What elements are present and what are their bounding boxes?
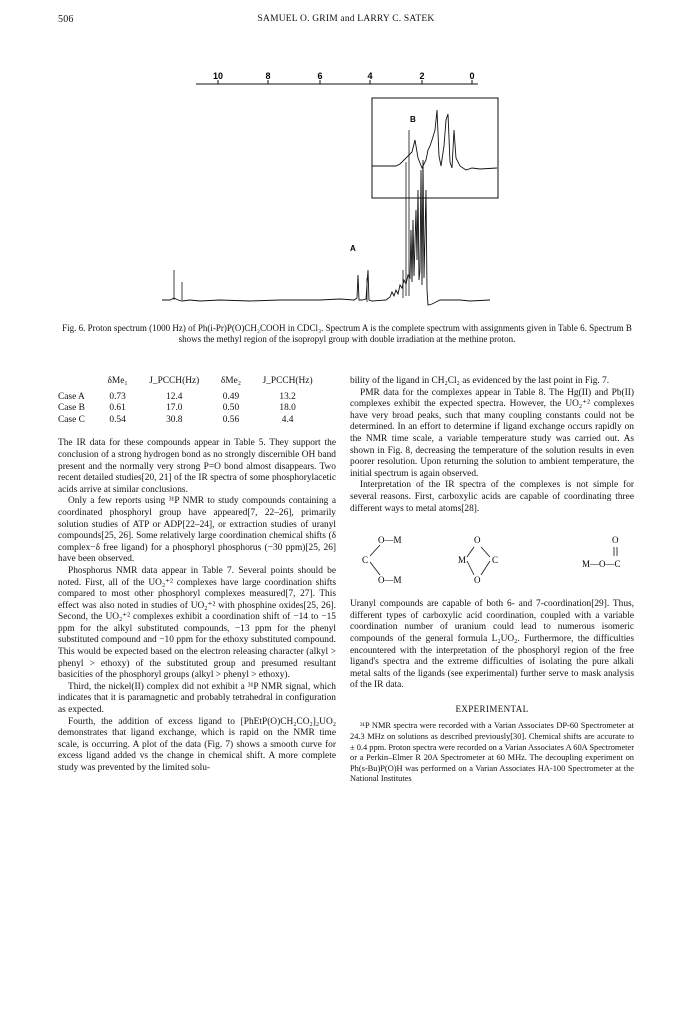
structure-label: C [362,555,369,566]
table-row [58,403,328,415]
structure-label: C [492,555,499,566]
table-cell: Case B [58,403,85,414]
table-cell: 13.2 [279,391,296,402]
table-cell: 18.0 [279,403,296,414]
body-paragraph: Uranyl compounds are capable of both 6- and 7-coordination[29]. Thus, different types of carboxylic acid coordination, coupled with a variable coordination number of uranium could lead to numerous isomeric compounds of the general formula L₂UO₂. Furthermore, the difficulties encountered with the interpretation of the phosphoryl region of the free ligand's spectra and the extreme difficulties of isolating the pure alkali metal salts of the ligands (see experimental) further serve to mask analysis of the IR data. [350,599,634,691]
structure-label: O [612,535,619,546]
left-column [58,376,336,775]
running-title: SAMUEL O. GRIM and LARRY C. SATEK [257,14,435,24]
tick-label-2: 2 [419,71,425,81]
body-paragraph: Fourth, the addition of excess ligand to [PhEtP(O)CH₂CO₂]₂UO₂ demonstrates that ligand exchange, which is rapid on the NMR time scale, is occurring. A plot of the data (Fig. 7) shows a smooth curve for excess ligand added vs the change in chemical shift. A more complete study was prevented by the limited solu- [58,716,336,773]
chelating-structure [362,535,402,585]
body-paragraph: PMR data for the complexes appear in Table 8. The Hg(II) and Pb(II) complexes exhibit the expected spectra. However, the UO₂⁺² complexes have very broad peaks, such that many coupling constants could not be determined. In an effort to determine if ligand exchange occurs rapidly on the NMR time scale, a variable temperature study was carried out. As shown in Fig. 8, decreasing the temperature of the solution results in even poorer resolution. Upon returning the solution to ambient temperature, the initial spectrum is again observed. [350,387,634,479]
section-heading: EXPERIMENTAL [455,703,529,714]
body-paragraph: bility of the ligand in CH₂Cl₂ as evidenced by the last point in Fig. 7. [350,376,610,386]
ppm-ticks [218,80,472,84]
structure-label: O—M [378,535,402,546]
table-cell: Case C [58,414,85,425]
body-paragraph: Interpretation of the IR spectra of the complexes is not simple for several reasons. First, carboxylic acids are capable of coordinating three different ways to metal atoms[28]. [350,480,634,514]
structure-label: M—O—C [582,559,621,570]
table-cell: 12.4 [166,391,183,402]
body-paragraph: Only a few reports using ³¹P NMR to study compounds containing a coordinated phosphoryl group have appeared[7, 22–26], primarily solution studies of ATP or ADP[22–24], or extraction studies of uranyl compounds[25, 26]. Some relatively large coordination chemical shifts (δ complex−δ free ligand) for a phosphoryl phosphorus (−30 ppm)[25, 26] have been observed. [58,496,336,565]
table-header-cell: J_PCCH(Hz) [149,376,200,386]
page-number: 506 [58,14,74,25]
structures-svg [350,523,634,595]
nmr-spectrum-svg [160,70,520,320]
table-cell: 0.50 [222,403,240,414]
carboxylate-structures [350,523,634,595]
spectrum-a-label: A [350,244,356,253]
spectrum-b-inset-box [372,98,498,198]
table-header-cell: δMe₂ [220,376,242,386]
monodentate-structure [582,535,621,569]
table-cell: 0.61 [109,403,126,414]
right-column [350,376,634,785]
structure-label: O [474,575,481,586]
structure-label: O [474,535,481,546]
table-header-cell: δMe₁ [107,376,128,386]
page-header [58,14,634,28]
table-header-cell [58,376,101,392]
tick-label-8: 8 [265,71,271,81]
table-cell: 0.54 [109,414,126,425]
spectrum-b-trace [372,110,497,170]
structure-label: M [458,555,467,566]
table-cell: 0.56 [222,414,240,425]
table-row [58,415,328,427]
table-cell: 17.0 [166,403,183,414]
tick-label-0: 0 [469,71,475,81]
table-row [58,392,328,404]
body-paragraph: The IR data for these compounds appear in Table 5. They support the conclusion of a strong hydrogen bond as no strongly discernible OH band present and the normally very strong P=O bond almost disappears. Two recent detailed studies[20, 21] of the IR spectra of some phosphorylacetic acids arrive at similar conclusions. [58,438,336,495]
structure-label: O—M [378,575,402,586]
nmr-spectrum-figure [160,70,520,320]
figure-caption: Fig. 6. Proton spectrum (1000 Hz) of Ph(i-Pr)P(O)CH₂COOH in CDCl₃. Spectrum A is the complete spectrum with assignments given in Table 6. Spectrum B shows the methyl region of the isopropyl group with double irradiation at the methine proton. [62,323,632,344]
bridging-structure [458,535,498,585]
table-cell: 0.49 [222,391,240,402]
spectrum-b-label: B [410,115,416,124]
table-cell: 30.8 [166,414,183,425]
experimental-paragraph: ³¹P NMR spectra were recorded with a Varian Associates DP-60 Spectrometer at 24.3 MHz on solutions as described previously[30]. Chemical shifts are accurate to ± 0.4 ppm. Proton spectra were recorded on a Varian Associates A 60A Spectrometer or a Perkin–Elmer R 20A Spectrometer at 60 MHz. The decoupling experiment on Ph(s-Bu)P(O)H was performed on a Varian Associates HA-100 Spectrometer at the National Institutes [350,721,634,784]
table-header-cell: J_PCCH(Hz) [262,376,313,386]
body-paragraph: Third, the nickel(II) complex did not exhibit a ³¹P NMR signal, which indicates that it is paramagnetic and probably tetrahedral in configuration as expected. [58,681,336,716]
table-header-row [58,376,328,392]
tick-label-10: 10 [212,71,224,81]
tick-label-6: 6 [317,71,323,81]
tick-label-4: 4 [367,71,373,81]
table-cell: 4.4 [281,414,294,425]
table-cell: Case A [58,391,85,402]
body-paragraph: Phosphorus NMR data appear in Table 7. Several points should be noted. First, all of the UO₂⁺² complexes have large coordination shifts compared to most other phosphoryl complexes measured[7, 27]. This effect was also noted in studies of UO₂⁺² with phosphine oxides[25, 26]. Second, the UO₂⁺² complexes exhibit a coordination shift of −14 to −15 ppm for the alkyl substituted compounds, −13 ppm for the phenyl substituted compound and −10 ppm for the ethoxy substituted compound. This would be expected based on the electron releasing character (alkyl > phenyl > ethoxy) of the substituted group and presumed resultant basicities of the phosphoryl groups (alkyl > phenyl > ethoxy). [58,565,336,681]
coupling-table [58,376,328,426]
table-cell: 0.73 [109,391,126,402]
spectrum-a-trace [162,160,490,305]
